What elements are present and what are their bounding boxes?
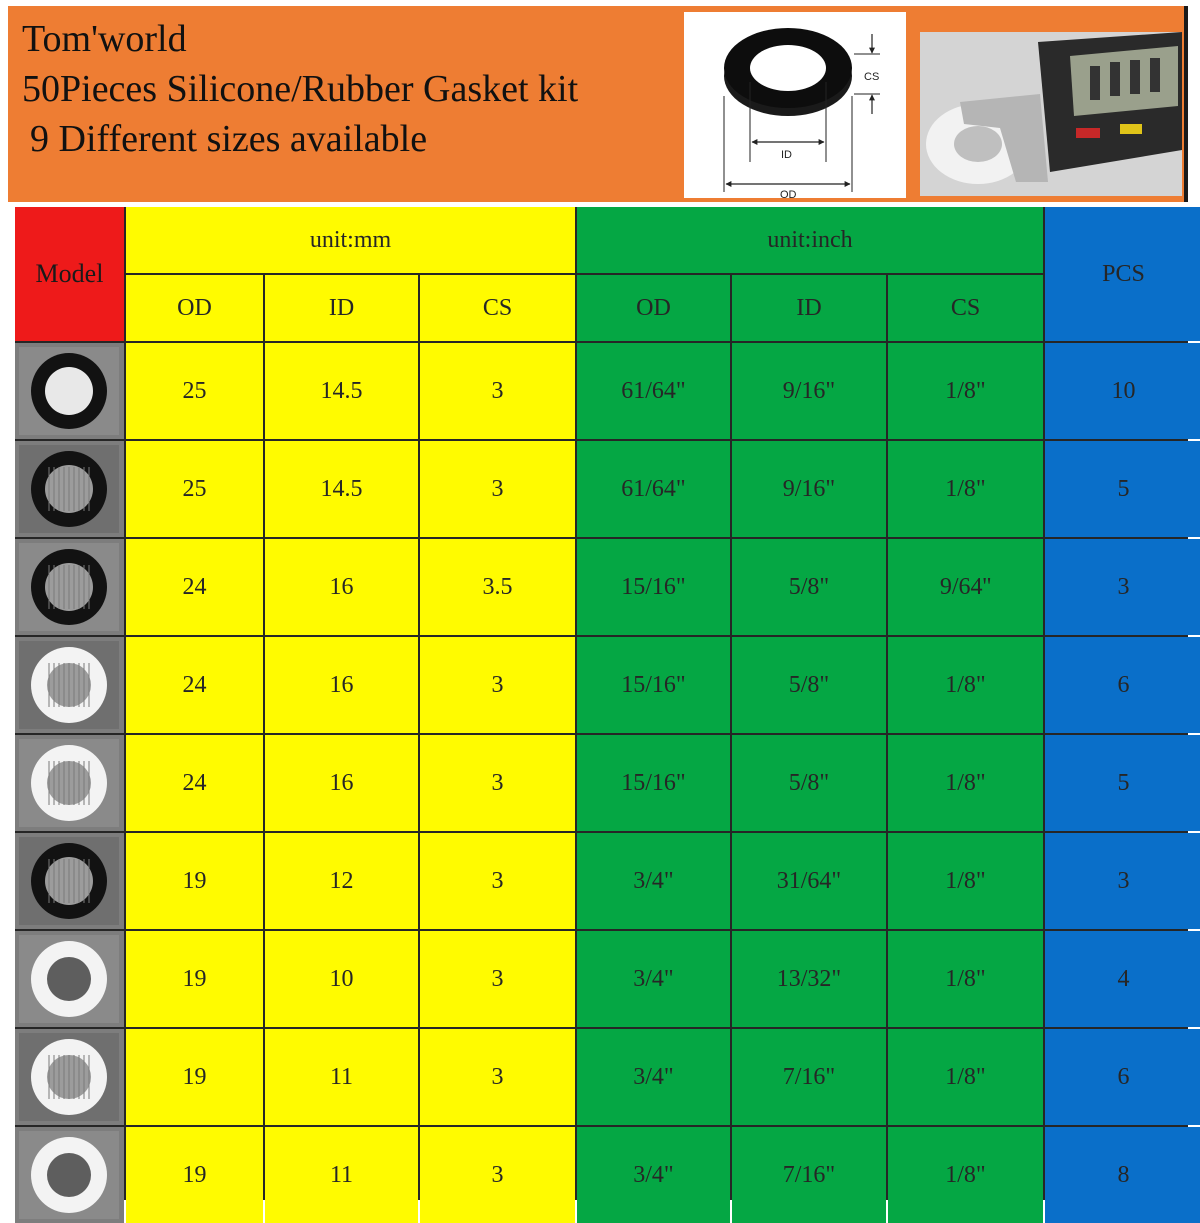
- gasket-image: [15, 1029, 124, 1125]
- mm-id-cell: 10: [265, 931, 418, 1027]
- mm-cs-cell: 3: [420, 637, 575, 733]
- caliper-measurement-photo: [920, 32, 1182, 196]
- gasket-center: [47, 1153, 91, 1197]
- gasket-size-table: [15, 207, 1188, 1200]
- gasket-thumbnail: [15, 637, 124, 733]
- inch-id-cell: 31/64": [732, 833, 886, 929]
- inch-od-cell: 61/64": [577, 441, 730, 537]
- caliper-lcd: [1070, 46, 1178, 116]
- caliper-yellow-button: [1120, 124, 1142, 134]
- gasket-image: [15, 735, 124, 831]
- gasket-image: [15, 441, 124, 537]
- pcs-cell: 5: [1045, 735, 1200, 831]
- od-dimension-label: OD: [780, 189, 797, 198]
- mm-id-cell: 11: [265, 1127, 418, 1223]
- mm-id-cell: 14.5: [265, 441, 418, 537]
- gasket-center: [45, 367, 93, 415]
- inch-od-cell: 15/16": [577, 539, 730, 635]
- gasket-thumbnail: [15, 343, 124, 439]
- gasket-thumbnail: [15, 833, 124, 929]
- mm-od-cell: 25: [126, 343, 263, 439]
- gasket-thumbnail: [15, 539, 124, 635]
- mm-od-cell: 24: [126, 637, 263, 733]
- mm-cs-cell: 3: [420, 931, 575, 1027]
- inch-od-cell: 3/4": [577, 1029, 730, 1125]
- inch-od-cell: 3/4": [577, 833, 730, 929]
- inch-cs-cell: 1/8": [888, 735, 1043, 831]
- gasket-thumbnail: [15, 931, 124, 1027]
- inch-od-cell: 15/16": [577, 637, 730, 733]
- gasket-image: [15, 637, 124, 733]
- inch-od-header: OD: [577, 275, 730, 341]
- gasket-image: [15, 343, 124, 439]
- pcs-cell: 10: [1045, 343, 1200, 439]
- inch-cs-cell: 1/8": [888, 343, 1043, 439]
- inch-od-cell: 3/4": [577, 931, 730, 1027]
- pcs-cell: 6: [1045, 1029, 1200, 1125]
- mm-id-header: ID: [265, 275, 418, 341]
- mm-od-cell: 24: [126, 539, 263, 635]
- unit-mm-header: unit:mm: [126, 207, 575, 273]
- inch-od-cell: 61/64": [577, 343, 730, 439]
- caliper-photo-svg: [920, 32, 1182, 196]
- mm-cs-cell: 3: [420, 735, 575, 831]
- mm-od-cell: 19: [126, 1029, 263, 1125]
- header-banner: [8, 6, 1188, 202]
- gasket-center: [47, 957, 91, 1001]
- mm-od-cell: 19: [126, 833, 263, 929]
- inch-od-cell: 3/4": [577, 1127, 730, 1223]
- pcs-cell: 3: [1045, 539, 1200, 635]
- mm-cs-cell: 3: [420, 343, 575, 439]
- caliper-red-button: [1076, 128, 1100, 138]
- inch-id-cell: 13/32": [732, 931, 886, 1027]
- mm-id-cell: 12: [265, 833, 418, 929]
- dimension-diagram-svg: [684, 12, 906, 198]
- gasket-dimension-diagram: [684, 12, 906, 198]
- sizes-note: 9 Different sizes available: [30, 118, 428, 160]
- pcs-cell: 8: [1045, 1127, 1200, 1223]
- mm-id-cell: 16: [265, 539, 418, 635]
- inch-id-header: ID: [732, 275, 886, 341]
- product-title: 50Pieces Silicone/Rubber Gasket kit: [22, 68, 579, 110]
- pcs-header: PCS: [1045, 207, 1200, 341]
- inch-cs-cell: 1/8": [888, 1127, 1043, 1223]
- mm-cs-cell: 3.5: [420, 539, 575, 635]
- inch-id-cell: 9/16": [732, 343, 886, 439]
- pcs-cell: 3: [1045, 833, 1200, 929]
- mm-od-cell: 19: [126, 1127, 263, 1223]
- mm-od-header: OD: [126, 275, 263, 341]
- id-dimension-label: ID: [781, 149, 792, 161]
- mm-cs-cell: 3: [420, 1029, 575, 1125]
- gasket-image: [15, 539, 124, 635]
- inch-cs-cell: 1/8": [888, 1029, 1043, 1125]
- inch-id-cell: 9/16": [732, 441, 886, 537]
- inch-cs-header: CS: [888, 275, 1043, 341]
- pcs-cell: 5: [1045, 441, 1200, 537]
- gasket-image: [15, 833, 124, 929]
- inch-id-cell: 5/8": [732, 735, 886, 831]
- inch-cs-cell: 9/64'': [888, 539, 1043, 635]
- mm-od-cell: 19: [126, 931, 263, 1027]
- mm-cs-cell: 3: [420, 1127, 575, 1223]
- inch-cs-cell: 1/8": [888, 931, 1043, 1027]
- inch-id-cell: 7/16": [732, 1029, 886, 1125]
- gasket-thumbnail: [15, 1029, 124, 1125]
- mm-id-cell: 14.5: [265, 343, 418, 439]
- gasket-thumbnail: [15, 1127, 124, 1223]
- inch-id-cell: 7/16": [732, 1127, 886, 1223]
- mm-id-cell: 11: [265, 1029, 418, 1125]
- inch-cs-cell: 1/8": [888, 637, 1043, 733]
- header-text: [22, 14, 578, 164]
- gasket-image: [15, 931, 124, 1027]
- inch-cs-cell: 1/8": [888, 833, 1043, 929]
- mm-cs-cell: 3: [420, 833, 575, 929]
- inch-id-cell: 5/8": [732, 539, 886, 635]
- inch-od-cell: 15/16": [577, 735, 730, 831]
- mm-cs-cell: 3: [420, 441, 575, 537]
- gasket-thumbnail: [15, 441, 124, 537]
- pcs-cell: 4: [1045, 931, 1200, 1027]
- gasket-thumbnail: [15, 735, 124, 831]
- pcs-cell: 6: [1045, 637, 1200, 733]
- gasket-image: [15, 1127, 124, 1223]
- inch-id-cell: 5/8": [732, 637, 886, 733]
- brand-name: Tom'world: [22, 18, 187, 60]
- mm-od-cell: 25: [126, 441, 263, 537]
- cs-dimension-label: CS: [864, 71, 880, 83]
- mm-cs-header: CS: [420, 275, 575, 341]
- model-header: Model: [15, 207, 124, 341]
- unit-inch-header: unit:inch: [577, 207, 1043, 273]
- mm-id-cell: 16: [265, 637, 418, 733]
- mm-id-cell: 16: [265, 735, 418, 831]
- inch-cs-cell: 1/8": [888, 441, 1043, 537]
- mm-od-cell: 24: [126, 735, 263, 831]
- gasket-ring-hole: [750, 45, 826, 91]
